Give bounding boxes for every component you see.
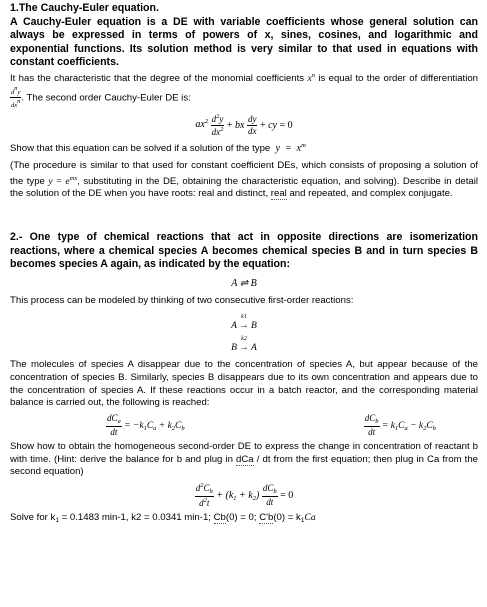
q2-solve: Solve for $k_1 = 0.1483$ min-1, k2 = 0.0341 min-1; Cb(0) = 0; $C'b(0) = k_1Ca$: [10, 512, 316, 525]
q1-procedure: (The procedure is similar to that used for constant coefficient DEs, which consists of proposing a solution of the type $y = e^{mx}$, substituting in the DE, obtaining the characteristic equation, and solving). Describe in detail the solution of the DE when you have roots: real and distinct, real and repeated, and complex conjugate.: [10, 160, 479, 200]
q1-show: Show that this equation can be solved if a solution of the type $y = x^m$: [10, 141, 306, 154]
second-order-de: $\frac{d^2C_b}{d^2t}$ + $(k_1 + k_2)$ $\frac{dC_b}{dt}$ = 0: [195, 481, 294, 509]
q2-show: Show how to obtain the homogeneous second-order DE to express the change in concentration of reactant b with time. (Hint: derive the balance for b and plug in dCa / dt from the first equation; then plug in Ca from the second equation): [10, 441, 478, 478]
cauchy-euler-equation: $ax^2$ $\frac{d^2y}{dx^2}$ + bx $\frac{dy}{dx}$ + cy = 0: [195, 112, 293, 137]
reaction-a-to-b: k1 A → B: [231, 314, 257, 332]
document-page: [10, 2, 478, 528]
q2-model-text: This process can be modeled by thinking of two consecutive first-order reactions:: [10, 294, 354, 306]
isomerization-equation: A ⇌ B: [231, 277, 257, 289]
q2-intro: 2.- One type of chemical reactions that act in opposite directions are isomerization reactions, where a chemical species A becomes chemical species B and in turn species B becomes species A again, as indicated by the equation:: [10, 230, 478, 271]
material-balance-equations: [106, 414, 436, 438]
balance-b: $\frac{dC_b}{dt}$ = $k_1C_a - k_2C_b$: [364, 412, 436, 438]
q2-molecules-text: The molecules of species A disappear due to the concentration of species A, but appear because of the concentration of species B. Similarly, species B disappears due to its own concentration and appears due to the concentration of species A. If these reactions occur in a batch reactor, and the corresponding material balance is carried out, the following is reached:: [10, 359, 478, 409]
q1-title: 1.The Cauchy-Euler equation.: [10, 2, 159, 14]
q1-characteristic: It has the characteristic that the degree of the monomial coefficients $x^n$ is equal to the order of differentiation $\frac{\text{dny}}{\text{dxn}}$ . The second order Cauchy-Euler DE is:: [10, 71, 479, 110]
q1-intro: A Cauchy-Euler equation is a DE with variable coefficients whose general solution can always be expressed in terms of powers of x, sines, cosines, and logarithmic and exponential functions. Its solution method is very similar to that used in equations with constant coefficients.: [10, 15, 478, 69]
reaction-b-to-a: k2 B → A: [231, 336, 257, 354]
balance-a: $\frac{dC_a}{dt}$ = $-k_1C_a + k_2C_b$: [107, 412, 185, 438]
